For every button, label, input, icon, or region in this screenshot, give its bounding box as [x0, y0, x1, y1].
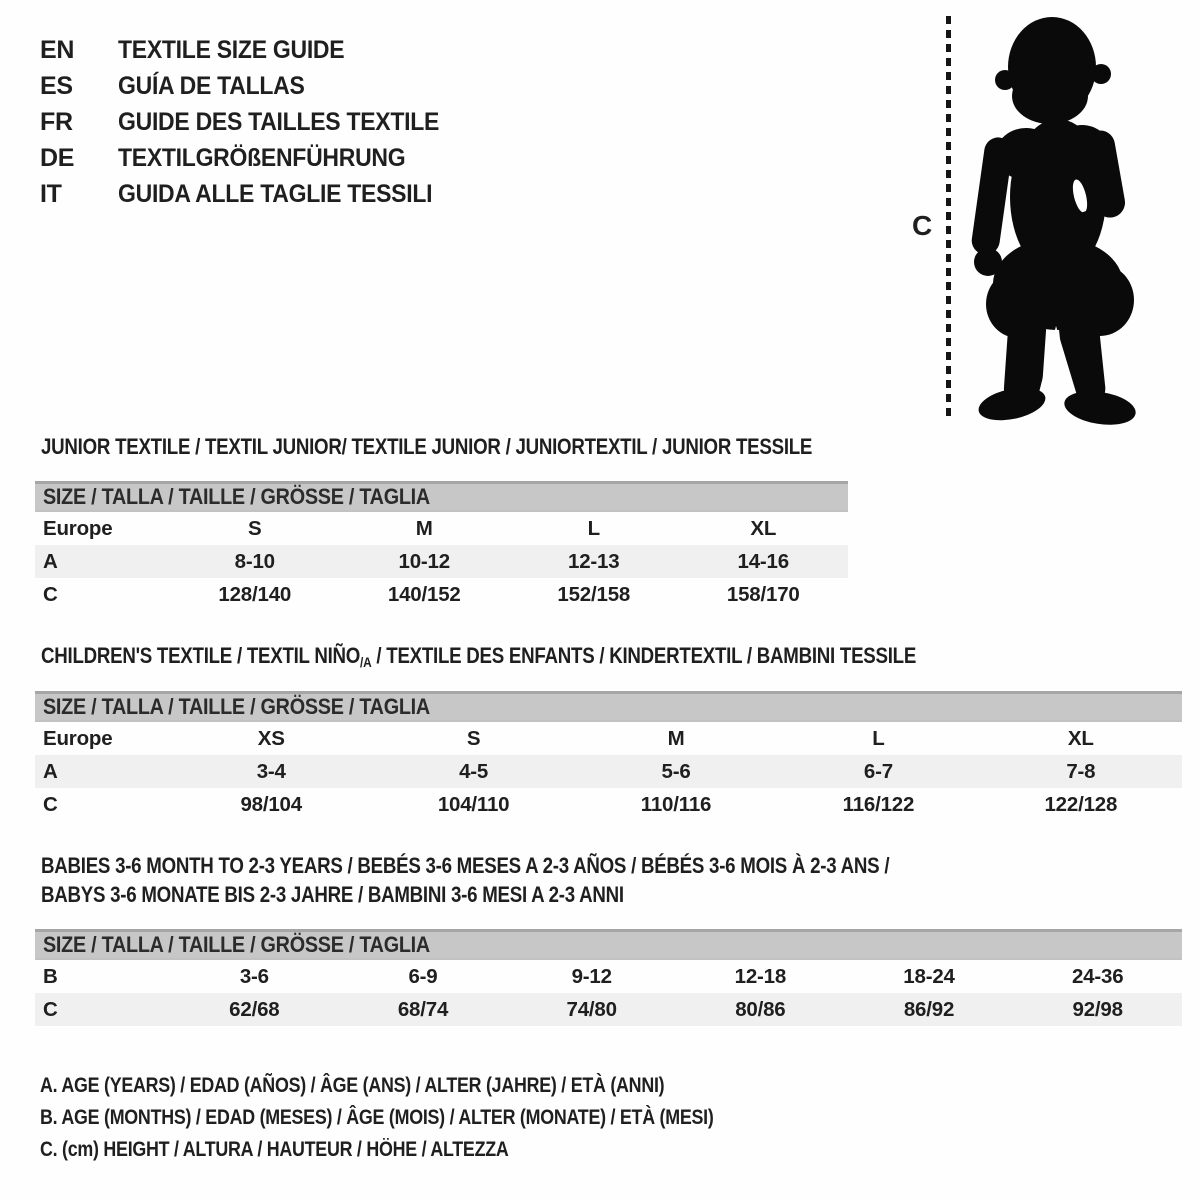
size-header-text: SIZE / TALLA / TAILLE / GRÖSSE / TAGLIA — [43, 694, 430, 719]
table-cell: 9-12 — [571, 964, 612, 988]
table-cell: 158/170 — [726, 582, 800, 606]
table-cell: L — [872, 726, 885, 750]
table-row-c — [35, 578, 848, 611]
table-cell: 68/74 — [397, 997, 449, 1021]
table-cell: M — [667, 726, 685, 750]
table-cell: M — [415, 516, 433, 540]
guide-title-es: GUÍA DE TALLAS — [118, 71, 305, 100]
table-cell: 8-10 — [234, 549, 275, 573]
guide-title-fr: GUIDE DES TAILLES TEXTILE — [118, 107, 440, 136]
guide-title-en: TEXTILE SIZE GUIDE — [118, 35, 345, 64]
table-row-europe — [35, 512, 848, 545]
title-line-1: BABIES 3-6 MONTH TO 2-3 YEARS / BEBÉS 3-6 MESES A 2-3 AÑOS / BÉBÉS 3-6 MOIS À 2-3 ANS / — [41, 853, 890, 878]
language-code: DE — [40, 143, 75, 172]
size-table-children — [35, 722, 1182, 821]
language-code: IT — [40, 179, 62, 208]
section-title-babies — [41, 851, 1011, 909]
section-junior-textile — [35, 436, 848, 611]
size-header-bar — [35, 929, 1182, 960]
row-label: C — [43, 997, 58, 1021]
row-label: A — [43, 759, 58, 783]
section-title-junior: JUNIOR TEXTILE / TEXTIL JUNIOR/ TEXTILE JUNIOR / JUNIORTEXTIL / JUNIOR TESSILE — [41, 434, 813, 459]
language-row-it — [40, 176, 467, 212]
row-label: B — [43, 964, 58, 988]
table-cell: L — [587, 516, 600, 540]
title-line-2: BABYS 3-6 MONATE BIS 2-3 JAHRE / BAMBINI 3-6 MESI A 2-3 ANNI — [41, 882, 624, 907]
row-label: Europe — [43, 516, 113, 540]
table-cell: 74/80 — [566, 997, 617, 1021]
toddler-silhouette-icon — [964, 12, 1144, 428]
row-label: C — [43, 792, 58, 816]
table-cell: S — [248, 516, 262, 540]
table-cell: 6-9 — [408, 964, 438, 988]
table-cell: 98/104 — [240, 792, 302, 816]
table-row-c — [35, 788, 1182, 821]
measure-legend — [40, 1070, 832, 1166]
size-table-babies — [35, 960, 1182, 1026]
size-header-bar — [35, 481, 848, 512]
table-cell: 3-4 — [256, 759, 286, 783]
table-row-europe — [35, 722, 1182, 755]
table-cell: 14-16 — [737, 549, 789, 573]
guide-title-it: GUIDA ALLE TAGLIE TESSILI — [118, 179, 433, 208]
size-header-text: SIZE / TALLA / TAILLE / GRÖSSE / TAGLIA — [43, 484, 430, 509]
size-table-junior — [35, 512, 848, 611]
size-header-bar — [35, 691, 1182, 722]
legend-line-age-years: A. AGE (YEARS) / EDAD (AÑOS) / ÂGE (ANS) / ALTER (JAHRE) / ETÀ (ANNI) — [40, 1074, 665, 1097]
table-cell: 10-12 — [398, 549, 450, 573]
table-cell: 3-6 — [239, 964, 269, 988]
table-cell: 12-13 — [568, 549, 620, 573]
row-label: Europe — [43, 726, 113, 750]
language-code: ES — [40, 71, 73, 100]
table-cell: 116/122 — [842, 792, 915, 816]
table-cell: 86/92 — [903, 997, 955, 1021]
table-cell: XL — [750, 516, 777, 540]
legend-line-age-months: B. AGE (MONTHS) / EDAD (MESES) / ÂGE (MOIS) / ALTER (MONATE) / ETÀ (MESI) — [40, 1106, 714, 1129]
table-row-a — [35, 755, 1182, 788]
table-cell: 5-6 — [661, 759, 691, 783]
table-cell: 152/158 — [557, 582, 631, 606]
title-subscript: /A — [360, 654, 372, 670]
language-row-fr — [40, 104, 467, 140]
table-cell: 12-18 — [734, 964, 787, 988]
table-cell: 4-5 — [459, 759, 489, 783]
title-part: / TEXTILE DES ENFANTS / KINDERTEXTIL / BAMBINI TESSILE — [371, 643, 917, 668]
language-row-es — [40, 68, 467, 104]
title-part: CHILDREN'S TEXTILE / TEXTIL NIÑO — [41, 643, 361, 668]
language-code: FR — [40, 107, 73, 136]
table-cell: 140/152 — [387, 582, 461, 606]
height-measure-label: C — [912, 210, 933, 241]
table-cell: 122/128 — [1044, 792, 1118, 816]
table-row-c — [35, 993, 1182, 1026]
table-row-a — [35, 545, 848, 578]
table-cell: 6-7 — [863, 759, 893, 783]
table-cell: S — [466, 726, 481, 750]
language-title-list — [40, 32, 467, 212]
table-cell: 128/140 — [218, 582, 292, 606]
row-label: A — [43, 549, 58, 573]
guide-title-de: TEXTILGRÖßENFÜHRUNG — [118, 143, 406, 172]
language-code: EN — [40, 35, 75, 64]
table-cell: 7-8 — [1066, 759, 1096, 783]
table-row-b — [35, 960, 1182, 993]
language-row-de — [40, 140, 467, 176]
table-cell: XS — [257, 726, 285, 750]
table-cell: 104/110 — [437, 792, 510, 816]
height-measure-line — [946, 16, 951, 418]
table-cell: 92/98 — [1072, 997, 1123, 1021]
table-cell: 18-24 — [903, 964, 955, 988]
section-title-children — [41, 645, 1011, 669]
table-cell: XL — [1067, 726, 1094, 750]
language-row-en — [40, 32, 467, 68]
section-babies-textile — [35, 851, 1182, 1026]
legend-line-height: C. (cm) HEIGHT / ALTURA / HAUTEUR / HÖHE / ALTEZZA — [40, 1138, 509, 1161]
table-cell: 24-36 — [1071, 964, 1124, 988]
section-children-textile — [35, 645, 1182, 821]
table-cell: 62/68 — [229, 997, 280, 1021]
table-cell: 80/86 — [735, 997, 786, 1021]
row-label: C — [43, 582, 58, 606]
size-header-text: SIZE / TALLA / TAILLE / GRÖSSE / TAGLIA — [43, 932, 430, 957]
table-cell: 110/116 — [640, 792, 712, 816]
